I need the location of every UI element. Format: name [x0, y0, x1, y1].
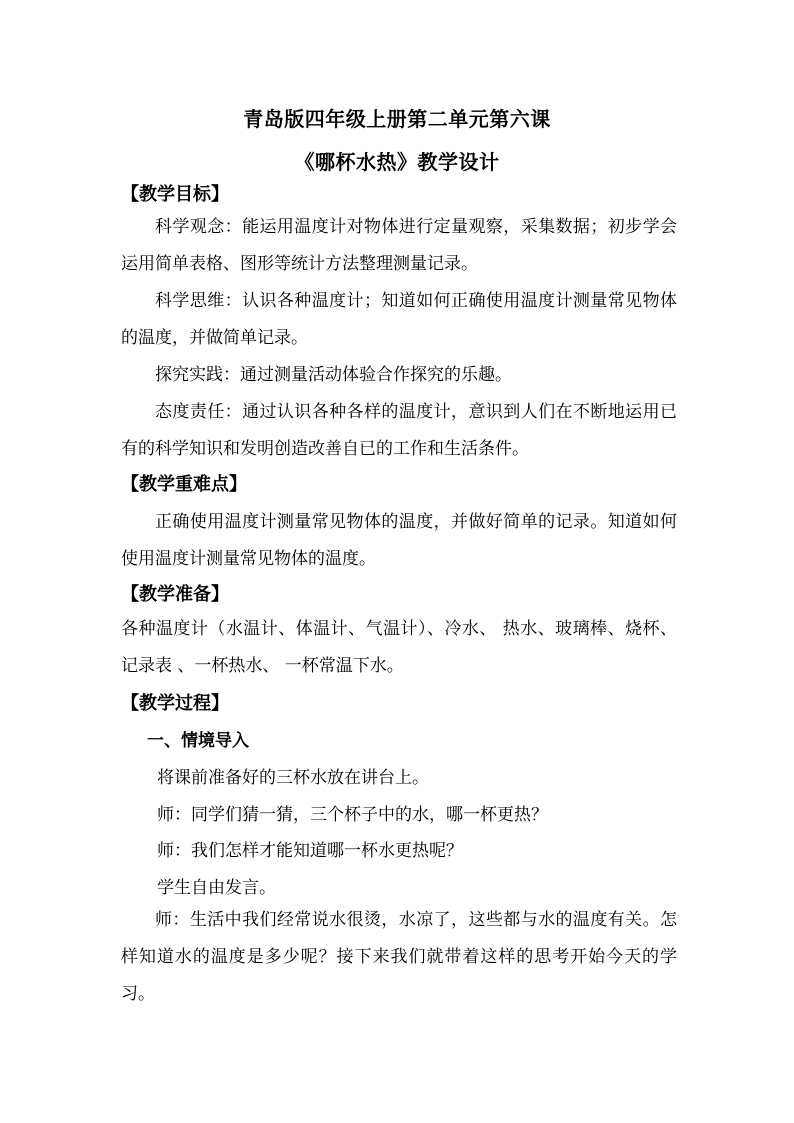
objectives-paragraph-inquiry-practice: 探究实践：通过测量活动体验合作探究的乐趣。	[155, 365, 512, 385]
key-points-paragraph: 正确使用温度计测量常见物体的温度，并做好简单的记录。知道如何使用温度计测量常见物体的温度。	[121, 512, 677, 569]
document-subtitle: 《哪杯水热》教学设计	[294, 150, 500, 174]
document-title: 青岛版四年级上册第二单元第六课	[243, 107, 551, 131]
process-line-3: 师：我们怎样才能知道哪一杯水更热呢？	[157, 841, 463, 861]
process-heading: 【教学过程】	[121, 693, 229, 714]
objectives-paragraph-science-thinking: 科学思维：认识各种温度计；知道如何正确使用温度计测量常见物体的温度，并做简单记录。	[121, 291, 677, 348]
preparation-paragraph: 各种温度计（水温计、体温计、气温计）、冷水、 热水、玻璃棒、烧杯、记录表 、一杯热水、 一杯常温下水。	[121, 619, 677, 676]
preparation-heading: 【教学准备】	[121, 584, 229, 605]
process-paragraph-teacher: 师：生活中我们经常说水很烫，水凉了，这些都与水的温度有关。怎样知道水的温度是多少呢？接下来我们就带着这样的思考开始今天的学习。	[121, 910, 677, 1004]
process-line-4: 学生自由发言。	[157, 878, 276, 898]
objectives-heading: 【教学目标】	[121, 184, 229, 205]
objectives-paragraph-attitude: 态度责任：通过认识各种各样的温度计，意识到人们在不断地运用已有的科学知识和发明创造改善自已的工作和生活条件。	[121, 402, 677, 459]
key-points-heading: 【教学重难点】	[121, 474, 247, 495]
process-line-2: 师：同学们猜一猜，三个杯子中的水，哪一杯更热？	[157, 805, 548, 825]
objectives-paragraph-science-concept: 科学观念：能运用温度计对物体进行定量观察，采集数据；初步学会运用简单表格、图形等统计方法整理测量记录。	[121, 217, 677, 274]
section-intro-title: 一、情境导入	[147, 731, 249, 751]
process-line-1: 将课前准备好的三杯水放在讲台上。	[157, 768, 429, 788]
